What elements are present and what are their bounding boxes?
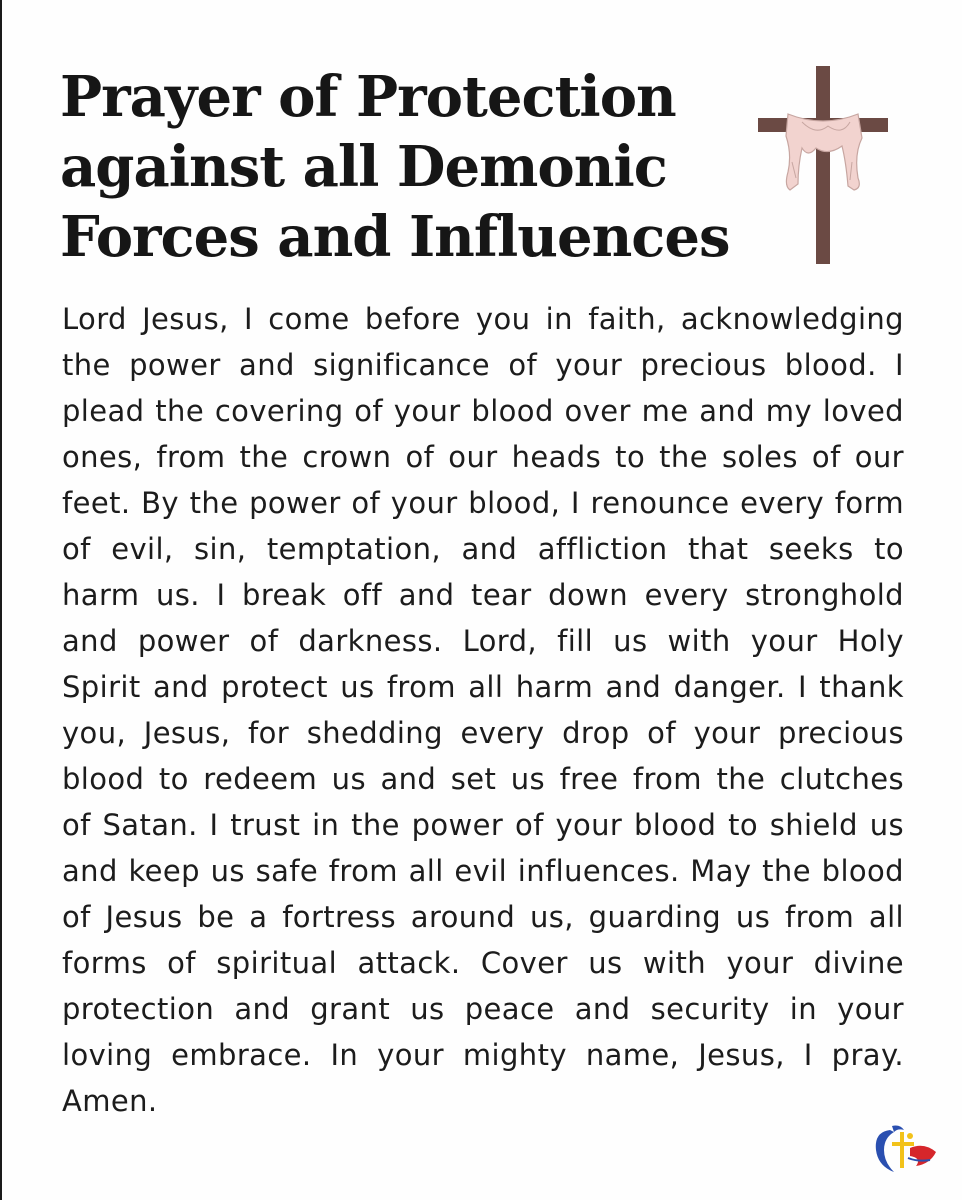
logo-icon xyxy=(870,1122,940,1178)
prayer-title: Prayer of Protection against all Demonic Forces and Influences xyxy=(60,64,730,270)
left-border-line xyxy=(0,0,2,1200)
prayer-body: Lord Jesus, I come before you in faith, acknowledging the power and significance of your precious blood. I plead the covering of your blood over me and my loved ones, from the crown of our heads to the soles of our feet. By the power of your blood, I renounce every form of evil, sin, temptation, and affliction that seeks to harm us. I break off and tear down every stronghold and power of darkness. Lord, fill us with your Holy Spirit and protect us from all harm and danger. I thank you, Jesus, for shedding every drop of your precious blood to redeem us and set us free from the clutches of Satan. I trust in the power of your blood to shield us and keep us safe from all evil influences. May the blood of Jesus be a fortress around us, guarding us from all forms of spiritual attack. Cover us with your divine protection and grant us peace and security in your loving embrace. In your mighty name, Jesus, I pray. Amen. xyxy=(62,302,904,1118)
cross-with-shroud-icon xyxy=(758,66,888,264)
